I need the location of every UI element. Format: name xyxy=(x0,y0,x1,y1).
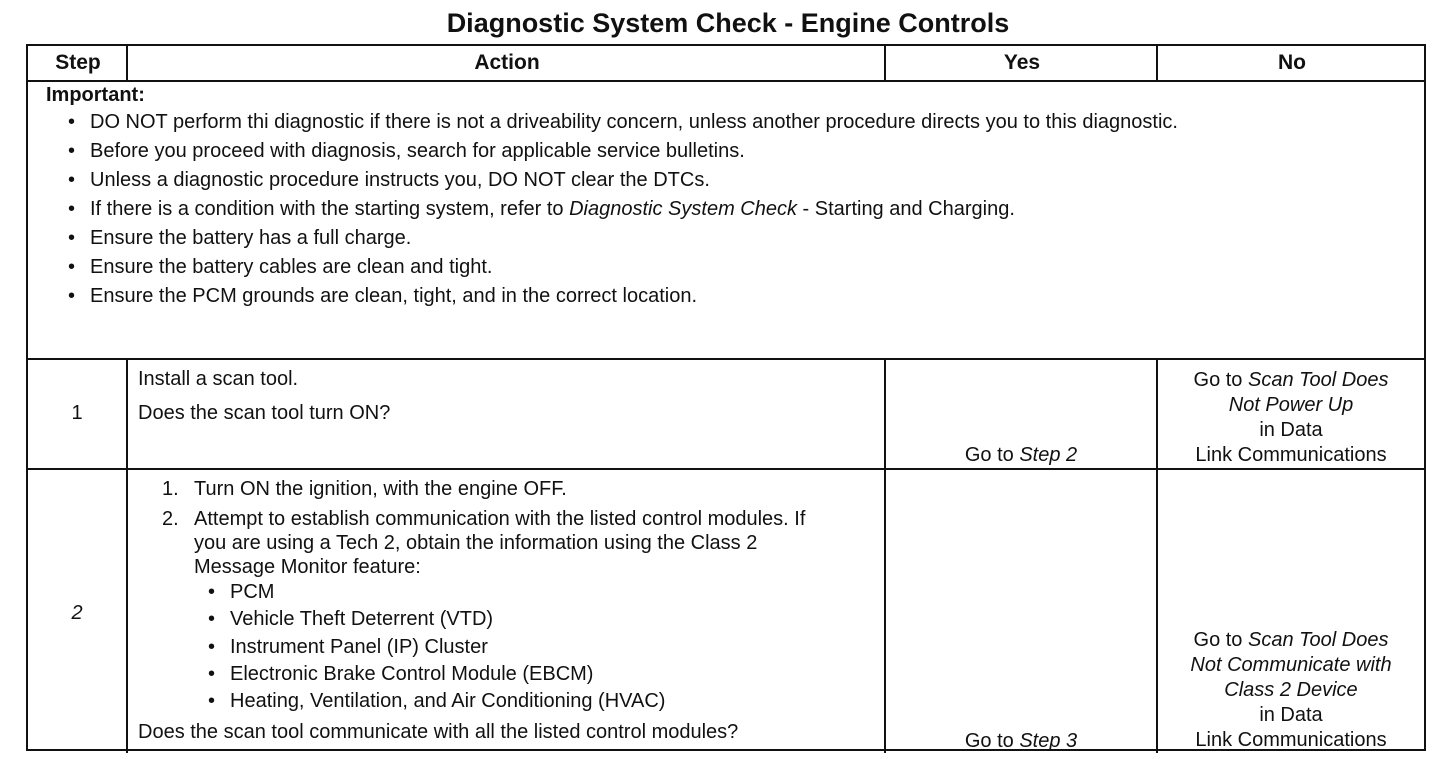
list-item: • DO NOT perform thi diagnostic if there is not a driveability concern, unless another procedure directs you to this diagnostic. xyxy=(68,111,1178,133)
action-line: Install a scan tool. xyxy=(138,368,299,390)
list-item: • Ensure the PCM grounds are clean, tight, and in the correct location. xyxy=(68,285,698,307)
divider xyxy=(884,360,886,753)
step-link: Step 3 xyxy=(1019,730,1078,752)
list-item: • Vehicle Theft Deterrent (VTD) xyxy=(208,608,494,631)
step-number: 1 xyxy=(71,402,83,424)
action-question: Does the scan tool communicate with all the listed control modules? xyxy=(138,721,739,744)
header-action: Action xyxy=(474,51,540,74)
module-list xyxy=(138,579,878,715)
page-title: Diagnostic System Check - Engine Controls xyxy=(446,8,1010,38)
action-question: Does the scan tool turn ON? xyxy=(138,402,391,424)
list-item: • Electronic Brake Control Module (EBCM) xyxy=(208,662,594,685)
list-item: • Ensure the battery has a full charge. xyxy=(68,227,412,249)
important-label: Important: xyxy=(46,84,145,106)
divider xyxy=(126,360,128,753)
diagnostic-table xyxy=(26,44,1426,751)
header-yes: Yes xyxy=(1003,51,1041,74)
list-item: • Instrument Panel (IP) Cluster xyxy=(208,635,488,658)
divider xyxy=(1156,46,1158,80)
step-link: Step 2 xyxy=(1019,444,1078,466)
step-2-action xyxy=(138,476,878,746)
divider xyxy=(126,46,128,80)
list-item: • PCM xyxy=(208,581,275,604)
action-steps xyxy=(138,476,878,579)
list-item: • Before you proceed with diagnosis, search for applicable service bulletins. xyxy=(68,140,745,162)
divider xyxy=(884,46,886,80)
list-item: 2. Attempt to establish communication with the listed control modules. If you are using a Tech 2, obtain the information using the Class 2 Message Monitor feature: xyxy=(162,508,806,579)
step-1-no: Go to Scan Tool Does Not Power Up in Data Link Communications xyxy=(1193,369,1389,466)
list-item: • Heating, Ventilation, and Air Conditioning (HVAC) xyxy=(208,690,666,713)
header-no: No xyxy=(1278,51,1306,74)
step-1-yes: Go to Step 2 xyxy=(964,444,1078,466)
step-2-yes: Go to Step 3 xyxy=(964,730,1078,752)
header-step: Step xyxy=(55,51,101,74)
list-item: • Unless a diagnostic procedure instructs you, DO NOT clear the DTCs. xyxy=(68,169,710,191)
list-item: • Ensure the battery cables are clean and tight. xyxy=(68,256,493,278)
step-2-no: Go to Scan Tool Does Not Communicate with Class 2 Device in Data Link Communications xyxy=(1190,629,1392,751)
list-item: 1. Turn ON the ignition, with the engine OFF. xyxy=(162,478,567,500)
divider xyxy=(28,468,1424,470)
step-1-action xyxy=(138,366,878,426)
important-list xyxy=(46,109,1404,310)
list-item: • If there is a condition with the starting system, refer to Diagnostic System Check - Starting and Charging. xyxy=(68,198,1015,220)
step-number: 2 xyxy=(71,602,83,624)
divider xyxy=(28,358,1424,360)
reference-link: Diagnostic System Check xyxy=(569,198,797,220)
important-notes xyxy=(46,82,1404,312)
